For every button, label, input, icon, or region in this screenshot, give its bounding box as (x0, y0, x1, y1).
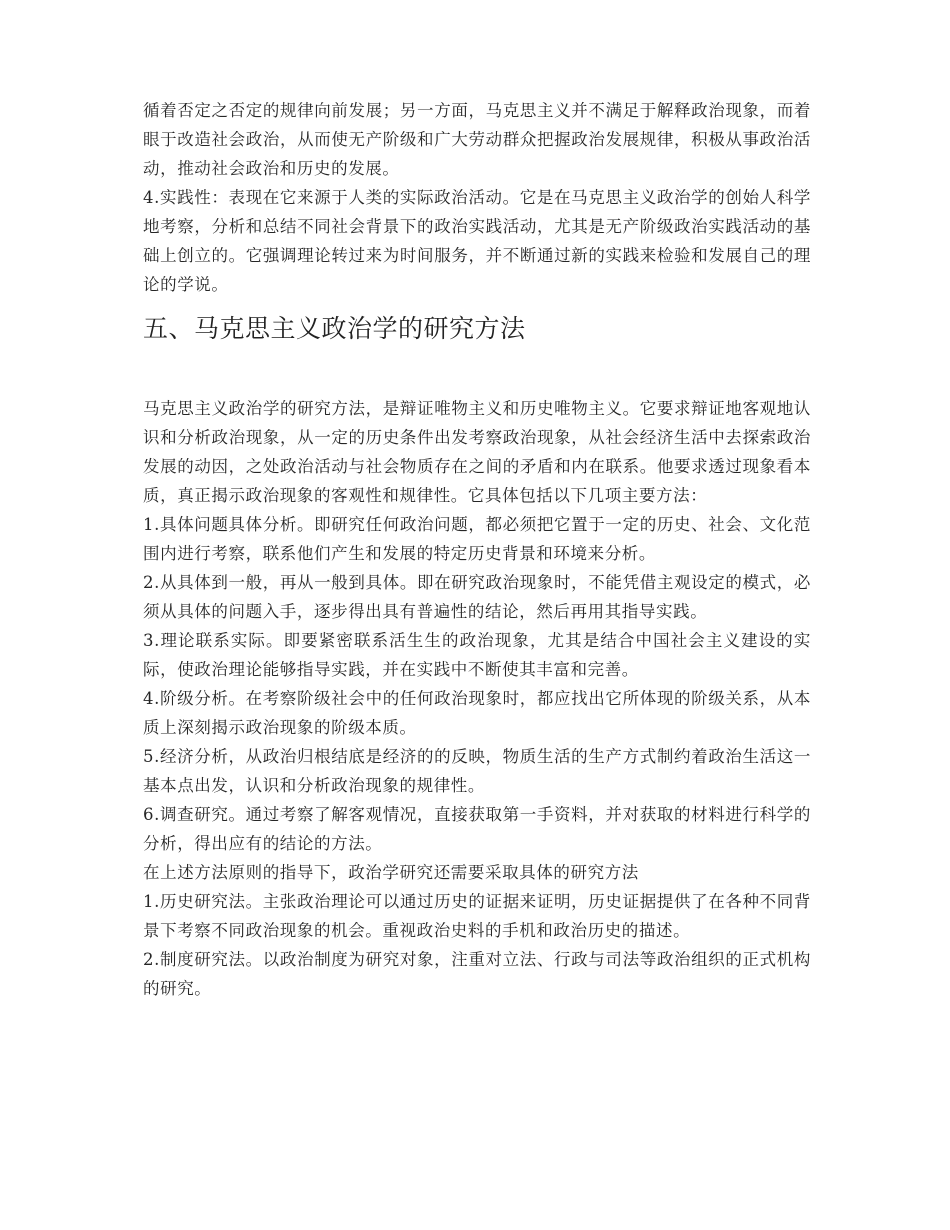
document-page (143, 96, 811, 1003)
section-paragraph-6: 5.经济分析，从政治归根结底是经济的的反映，物质生活的生产方式制约着政治生活这一基本点出发，认识和分析政治现象的规律性。 (143, 747, 811, 795)
intro-paragraph-1: 循着否定之否定的规律向前发展；另一方面，马克思主义并不满足于解释政治现象，而着眼于改造社会政治，从而使无产阶级和广大劳动群众把握政治发展规律，积极从事政治活动，推动社会政治和历史的发展。 (143, 101, 811, 178)
section-paragraph-8: 在上述方法原则的指导下，政治学研究还需要采取具体的研究方法 (143, 863, 639, 882)
section-paragraph-9: 1.历史研究法。主张政治理论可以通过历史的证据来证明，历史证据提供了在各种不同背景下考察不同政治现象的机会。重视政治史料的手机和政治历史的描述。 (143, 892, 811, 940)
section-paragraph-10: 2.制度研究法。以政治制度为研究对象，注重对立法、行政与司法等政治组织的正式机构的研究。 (143, 950, 811, 998)
intro-paragraph-2: 4.实践性：表现在它来源于人类的实际政治活动。它是在马克思主义政治学的创始人科学地考察，分析和总结不同社会背景下的政治实践活动，尤其是无产阶级政治实践活动的基础上创立的。它强调理论转过来为时间服务，并不断通过新的实践来检验和发展自己的理论的学说。 (143, 188, 811, 294)
section-paragraph-2: 1.具体问题具体分析。即研究任何政治问题，都必须把它置于一定的历史、社会、文化范围内进行考察，联系他们产生和发展的特定历史背景和环境来分析。 (143, 515, 811, 563)
section-spacer (143, 349, 811, 394)
section-paragraph-5: 4.阶级分析。在考察阶级社会中的任何政治现象时，都应找出它所体现的阶级关系，从本质上深刻揭示政治现象的阶级本质。 (143, 689, 811, 737)
section-paragraph-1: 马克思主义政治学的研究方法，是辩证唯物主义和历史唯物主义。它要求辩证地客观地认识和分析政治现象，从一定的历史条件出发考察政治现象，从社会经济生活中去探索政治发展的动因，之处政治活动与社会物质存在之间的矛盾和内在联系。他要求透过现象看本质，真正揭示政治现象的客观性和规律性。它具体包括以下几项主要方法： (143, 399, 811, 505)
section-paragraph-4: 3.理论联系实际。即要紧密联系活生生的政治现象，尤其是结合中国社会主义建设的实际，使政治理论能够指导实践，并在实践中不断使其丰富和完善。 (143, 631, 811, 679)
section-paragraph-3: 2.从具体到一般，再从一般到具体。即在研究政治现象时，不能凭借主观设定的模式，必须从具体的问题入手，逐步得出具有普遍性的结论，然后再用其指导实践。 (143, 573, 811, 621)
section-title: 五、马克思主义政治学的研究方法 (143, 314, 526, 343)
section-paragraph-7: 6.调查研究。通过考察了解客观情况，直接获取第一手资料，并对获取的材料进行科学的分析，得出应有的结论的方法。 (143, 805, 811, 853)
